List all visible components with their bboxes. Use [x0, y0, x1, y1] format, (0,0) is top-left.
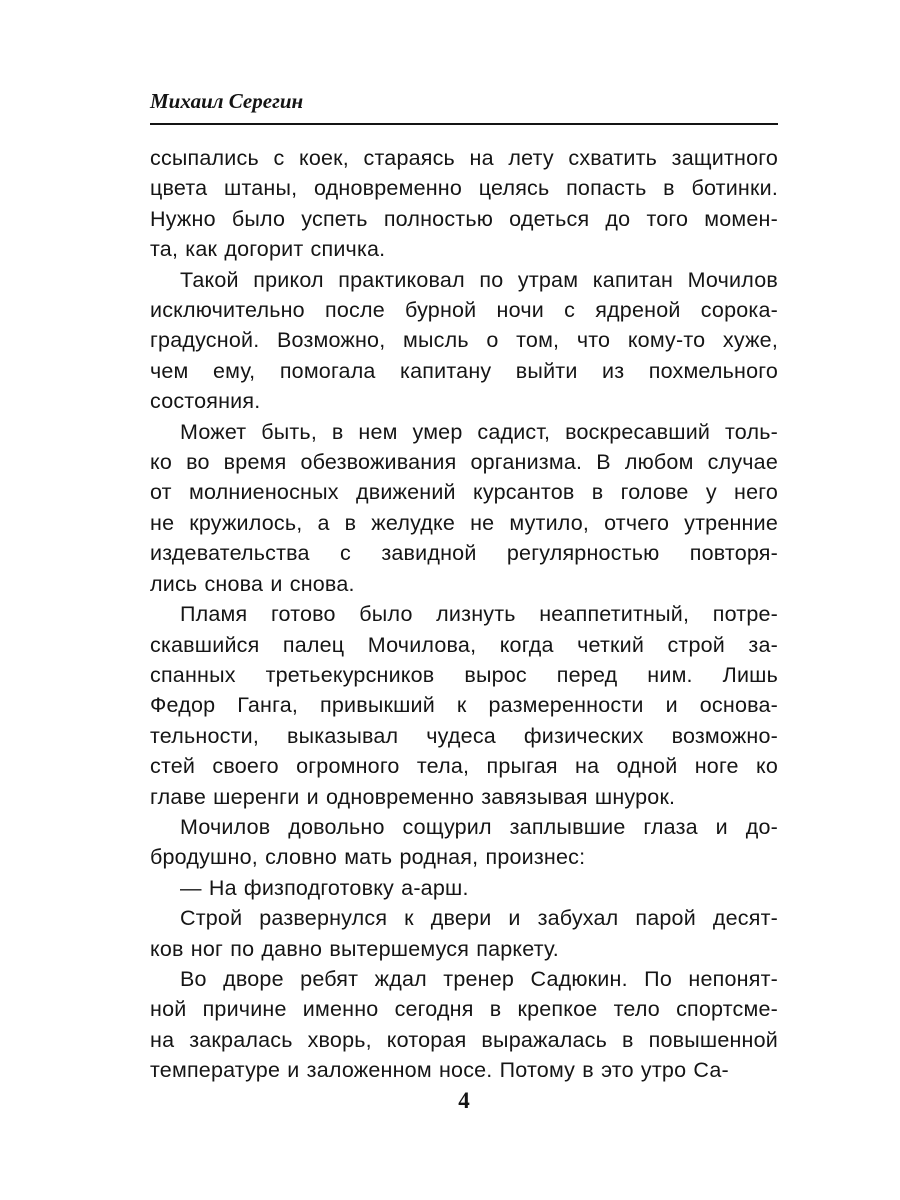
paragraph — [150, 417, 778, 599]
text-line: тельности, выказывал чудеса физических возможно- — [150, 723, 778, 748]
text-line: та, как догорит спичка. — [150, 237, 386, 262]
text-line: ко во время обезвоживания организма. В любом случае — [150, 450, 778, 475]
text-line: цвета штаны, одновременно целясь попасть в ботинки. — [150, 176, 778, 201]
text-block — [150, 88, 778, 1086]
paragraph — [150, 903, 778, 964]
paragraph — [150, 812, 778, 873]
text-line: Мочилов довольно сощурил заплывшие глаза и до- — [180, 814, 778, 839]
text-line: главе шеренги и одновременно завязывая шнурок. — [150, 784, 676, 809]
paragraph — [150, 964, 778, 1086]
paragraph — [150, 265, 778, 417]
text-line: Во дворе ребят ждал тренер Садюкин. По непонят- — [180, 966, 778, 991]
page-body — [150, 143, 778, 1086]
text-line: бродушно, словно мать родная, произнес: — [150, 845, 586, 870]
text-line: спанных третьекурсников вырос перед ним. Лишь — [150, 662, 778, 687]
text-line: ной причине именно сегодня в крепкое тело спортсме- — [150, 997, 778, 1022]
header-rule — [150, 123, 778, 125]
text-line: ков ног по давно вытершемуся паркету. — [150, 936, 559, 961]
text-line: состояния. — [150, 389, 261, 414]
page-number: 4 — [458, 1088, 470, 1113]
text-line: скавшийся палец Мочилова, когда четкий строй за- — [150, 632, 778, 657]
paragraph — [150, 599, 778, 812]
text-line: стей своего огромного тела, прыгая на одной ноге ко — [150, 754, 778, 779]
text-line: лись снова и снова. — [150, 571, 355, 596]
text-line: Пламя готово было лизнуть неаппетитный, потре- — [180, 602, 778, 627]
text-line: Федор Ганга, привыкший к размеренности и основа- — [150, 693, 778, 718]
text-line: — На физподготовку а-арш. — [180, 875, 469, 900]
text-line: Может быть, в нем умер садист, воскресавший толь- — [180, 419, 778, 444]
text-line: градусной. Возможно, мысль о том, что кому-то хуже, — [150, 328, 778, 353]
text-line: Нужно было успеть полностью одеться до того момен- — [150, 206, 778, 231]
running-header-author: Михаил Серегин — [150, 89, 304, 113]
text-line: ссыпались с коек, стараясь на лету схватить защитного — [150, 146, 778, 170]
text-line: исключительно после бурной ночи с ядреной сорока- — [150, 298, 778, 323]
text-line: издевательства с завидной регулярностью повторя- — [150, 541, 778, 566]
text-line: от молниеносных движений курсантов в голове у него — [150, 480, 778, 505]
text-line: Строй развернулся к двери и забухал парой десят- — [180, 906, 778, 931]
text-line: чем ему, помогала капитану выйти из похмельного — [150, 358, 778, 383]
paragraph — [150, 143, 778, 265]
text-line: не кружилось, а в желудке не мутило, отчего утренние — [150, 510, 778, 535]
text-line: температуре и заложенном носе. Потому в это утро Са- — [150, 1058, 729, 1083]
text-line: на закралась хворь, которая выражалась в повышенной — [150, 1027, 778, 1052]
text-line: Такой прикол практиковал по утрам капитан Мочилов — [180, 267, 778, 292]
paragraph — [150, 873, 778, 903]
